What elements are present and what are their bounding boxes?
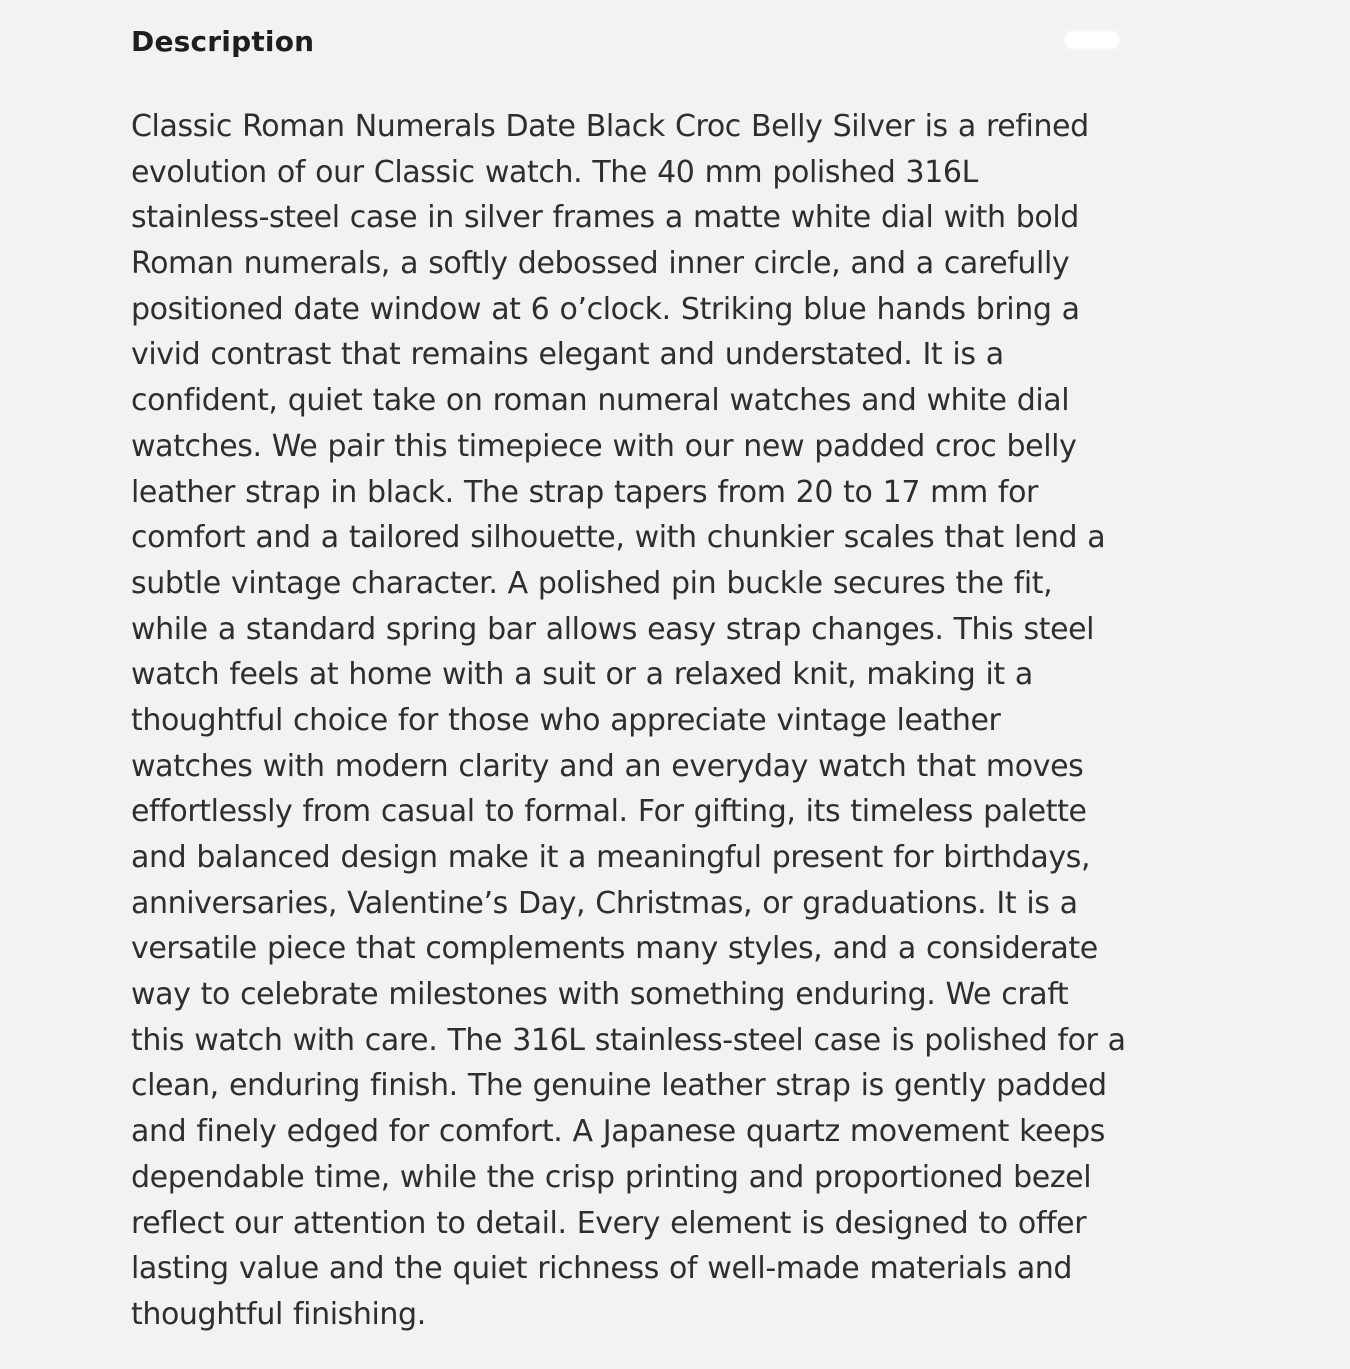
description-line: watches. We pair this timepiece with our new padded croc belly [131, 428, 1077, 464]
description-line: stainless-steel case in silver frames a matte white dial with bold [131, 200, 1079, 236]
description-line: dependable time, while the crisp printing and proportioned bezel [131, 1159, 1092, 1195]
description-text [131, 104, 1131, 1338]
description-line: thoughtful finishing. [131, 1296, 426, 1332]
description-line: positioned date window at 6 o’clock. Striking blue hands bring a [131, 291, 1080, 327]
description-heading: Description [131, 25, 315, 58]
description-line: clean, enduring finish. The genuine leather strap is gently padded [131, 1068, 1107, 1104]
description-line: and finely edged for comfort. A Japanese quartz movement keeps [131, 1114, 1105, 1150]
description-line: reflect our attention to detail. Every element is designed to offer [131, 1205, 1087, 1241]
description-line: comfort and a tailored silhouette, with chunkier scales that lend a [131, 520, 1106, 556]
description-line: versatile piece that complements many styles, and a considerate [131, 931, 1098, 967]
description-line: this watch with care. The 316L stainless-steel case is polished for a [131, 1022, 1126, 1058]
description-line: evolution of our Classic watch. The 40 mm polished 316L [131, 154, 978, 190]
description-line: way to celebrate milestones with something enduring. We craft [131, 977, 1069, 1013]
description-line: Classic Roman Numerals Date Black Croc Belly Silver is a refined [131, 109, 1089, 144]
description-section [131, 22, 1131, 1338]
description-line: vivid contrast that remains elegant and understated. It is a [131, 337, 1004, 373]
decorative-smudge [1065, 32, 1119, 48]
description-line: confident, quiet take on roman numeral watches and white dial [131, 383, 1070, 419]
description-line: watches with modern clarity and an everyday watch that moves [131, 748, 1084, 784]
description-line: and balanced design make it a meaningful present for birthdays, [131, 840, 1091, 875]
description-line: while a standard spring bar allows easy strap changes. This steel [131, 611, 1095, 647]
description-line: Roman numerals, a softly debossed inner circle, and a carefully [131, 246, 1070, 282]
description-line: lasting value and the quiet richness of well-made materials and [131, 1251, 1073, 1287]
description-line: subtle vintage character. A polished pin buckle secures the fit, [131, 565, 1053, 601]
description-line: watch feels at home with a suit or a relaxed knit, making it a [131, 657, 1033, 693]
description-line: thoughtful choice for those who appreciate vintage leather [131, 702, 1001, 738]
description-line: effortlessly from casual to formal. For gifting, its timeless palette [131, 794, 1087, 830]
description-header [131, 22, 1131, 62]
description-line: leather strap in black. The strap tapers from 20 to 17 mm for [131, 474, 1038, 510]
description-line: anniversaries, Valentine’s Day, Christmas, or graduations. It is a [131, 885, 1078, 921]
